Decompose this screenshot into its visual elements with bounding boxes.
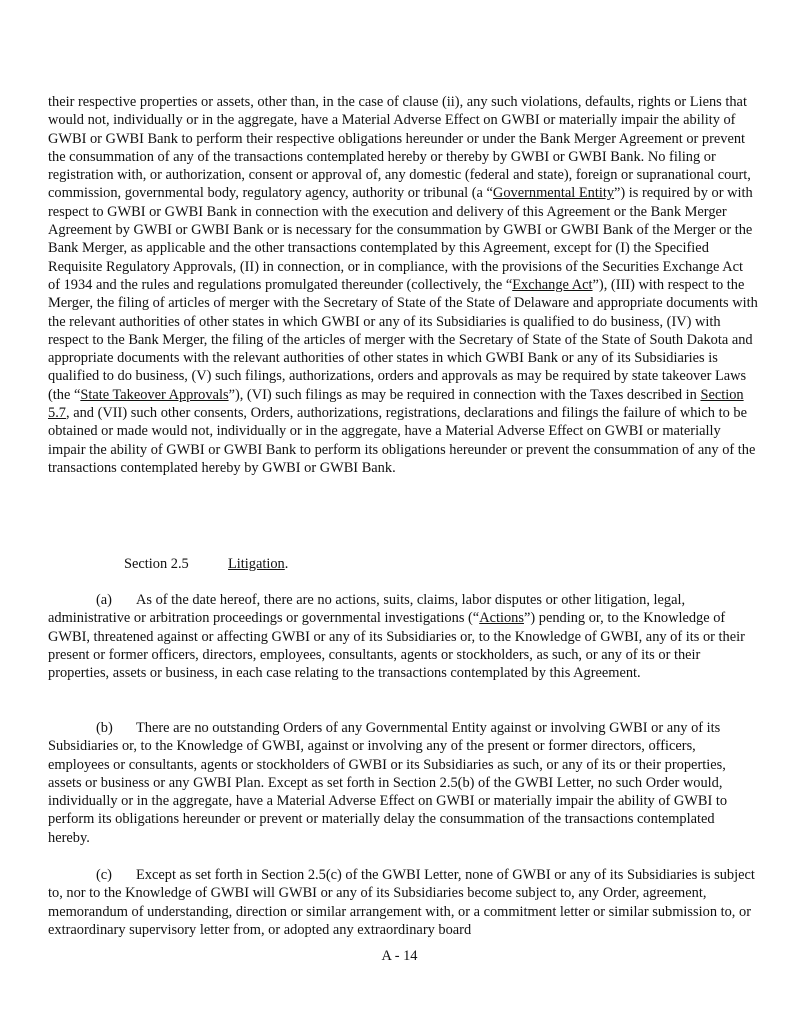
paragraph-text: ”) is required by or with respect to GWBI or GWBI Bank in connection with the execution and delivery of this Agreement or the Bank Merger Agreement by GWBI or GWBI Bank or is necessary for the consummation by GWBI or GWBI Bank of the Merger or the Bank Merger, as applicable and the other transactions contemplated by this Agreement, except for (I) the Specified Requisite Regulatory Approvals, (II) in connection, or in compliance, with the provisions of the Securities Exchange Act of 1934 and the rules and regulations promulgated thereunder (collectively, the “: [48, 185, 753, 293]
paragraph-continuation: [48, 93, 758, 477]
section-number: Section 2.5: [124, 556, 189, 572]
paragraph-text: , and (VII) such other consents, Orders, authorizations, registrations, declarations and filings the failure of which to be obtained or made would not, individually or in the aggregate, have a Material Adverse Effect on GWBI or materially impair the ability of GWBI or GWBI Bank to perform its obligations hereunder or prevent the consummation of any of the transactions contemplated hereby by GWBI or GWBI Bank.: [48, 405, 756, 476]
subsection-a: [48, 591, 758, 682]
defined-term-governmental-entity: Governmental Entity: [492, 185, 615, 202]
paragraph-text: There are no outstanding Orders of any Governmental Entity against or involving GWBI or any of its Subsidiaries or, to the Knowledge of GWBI, against or involving any of the present or former directors, officers, employees or consultants, agents or stockholders of GWBI or its Subsidiaries as such, or any of its or their properties, assets or business or any GWBI Plan. Except as set forth in Section 2.5(b) of the GWBI Letter, no such Order would, individually or in the aggregate, have a Material Adverse Effect on GWBI or materially impair the ability of GWBI to perform its obligations hereunder or prevent or materially delay the consummation of the transactions contemplated hereby.: [48, 720, 728, 846]
section-title: Litigation: [228, 556, 285, 572]
subsection-b: [48, 719, 758, 847]
paragraph-text: ”), (III) with respect to the Merger, the filing of articles of merger with the Secretary of State of the State of Delaware and appropriate documents with the relevant authorities of other states in which GWBI or any of its Subsidiaries is qualified to do business, (IV) with respect to the Bank Merger, the filing of the articles of merger with the Secretary of State of the State of South Dakota and appropriate documents with the relevant authorities of other states in which GWBI Bank or any of its Subsidiaries is qualified to do business, (V) such filings, authorizations, orders and approvals as may be required by state takeover Laws (the “: [48, 276, 758, 403]
page-number: A - 14: [381, 948, 418, 964]
section-title-period: .: [284, 556, 289, 572]
paragraph-text: their respective properties or assets, other than, in the case of clause (ii), any such violations, defaults, rights or Liens that would not, individually or in the aggregate, have a Material Adverse Effect on GWBI or materially impair the ability of GWBI or GWBI Bank to perform their respective obligations hereunder or under the Bank Merger Agreement or prevent the consummation of any of the transactions contemplated hereby or thereby by GWBI or GWBI Bank. No filing or registration with, or authorization, consent or approval of, any domestic (federal and state), foreign or supranational court, commission, governmental body, regulatory agency, authority or tribunal (a “: [48, 94, 751, 202]
subsection-label: (b): [96, 720, 113, 736]
defined-term-exchange-act: Exchange Act: [512, 276, 593, 293]
subsection-c: [48, 866, 758, 939]
subsection-label: (c): [96, 867, 112, 883]
paragraph-text: Except as set forth in Section 2.5(c) of the GWBI Letter, none of GWBI or any of its Subsidiaries is subject to, nor to the Knowledge of GWBI will GWBI or any of its Subsidiaries become subject to, any Order, agreement, memorandum of understanding, direction or similar arrangement with, or a commitment letter or similar submission to, or extraordinary supervisory letter from, or adopted any extraordinary board: [48, 867, 755, 938]
defined-term-actions: Actions: [479, 610, 524, 627]
section-heading: [124, 555, 288, 573]
section-reference-link[interactable]: Section 5.7: [48, 386, 744, 422]
paragraph-text: ”), (VI) such filings as may be required in connection with the Taxes described in: [228, 386, 701, 403]
defined-term-state-takeover-approvals: State Takeover Approvals: [80, 386, 229, 403]
subsection-label: (a): [96, 592, 112, 608]
paragraph-text: As of the date hereof, there are no actions, suits, claims, labor disputes or other litigation, legal, administrative or arbitration proceedings or governmental investigations (“: [48, 592, 686, 627]
paragraph-text: ”) pending or, to the Knowledge of GWBI, threatened against or affecting GWBI or any of its Subsidiaries or, to the Knowledge of GWBI, any of its or their present or former officers, directors, employees, consultants, agents or stockholders, as such, or any of its or their properties, assets or business, in each case relating to the transactions contemplated by this Agreement.: [48, 610, 745, 682]
